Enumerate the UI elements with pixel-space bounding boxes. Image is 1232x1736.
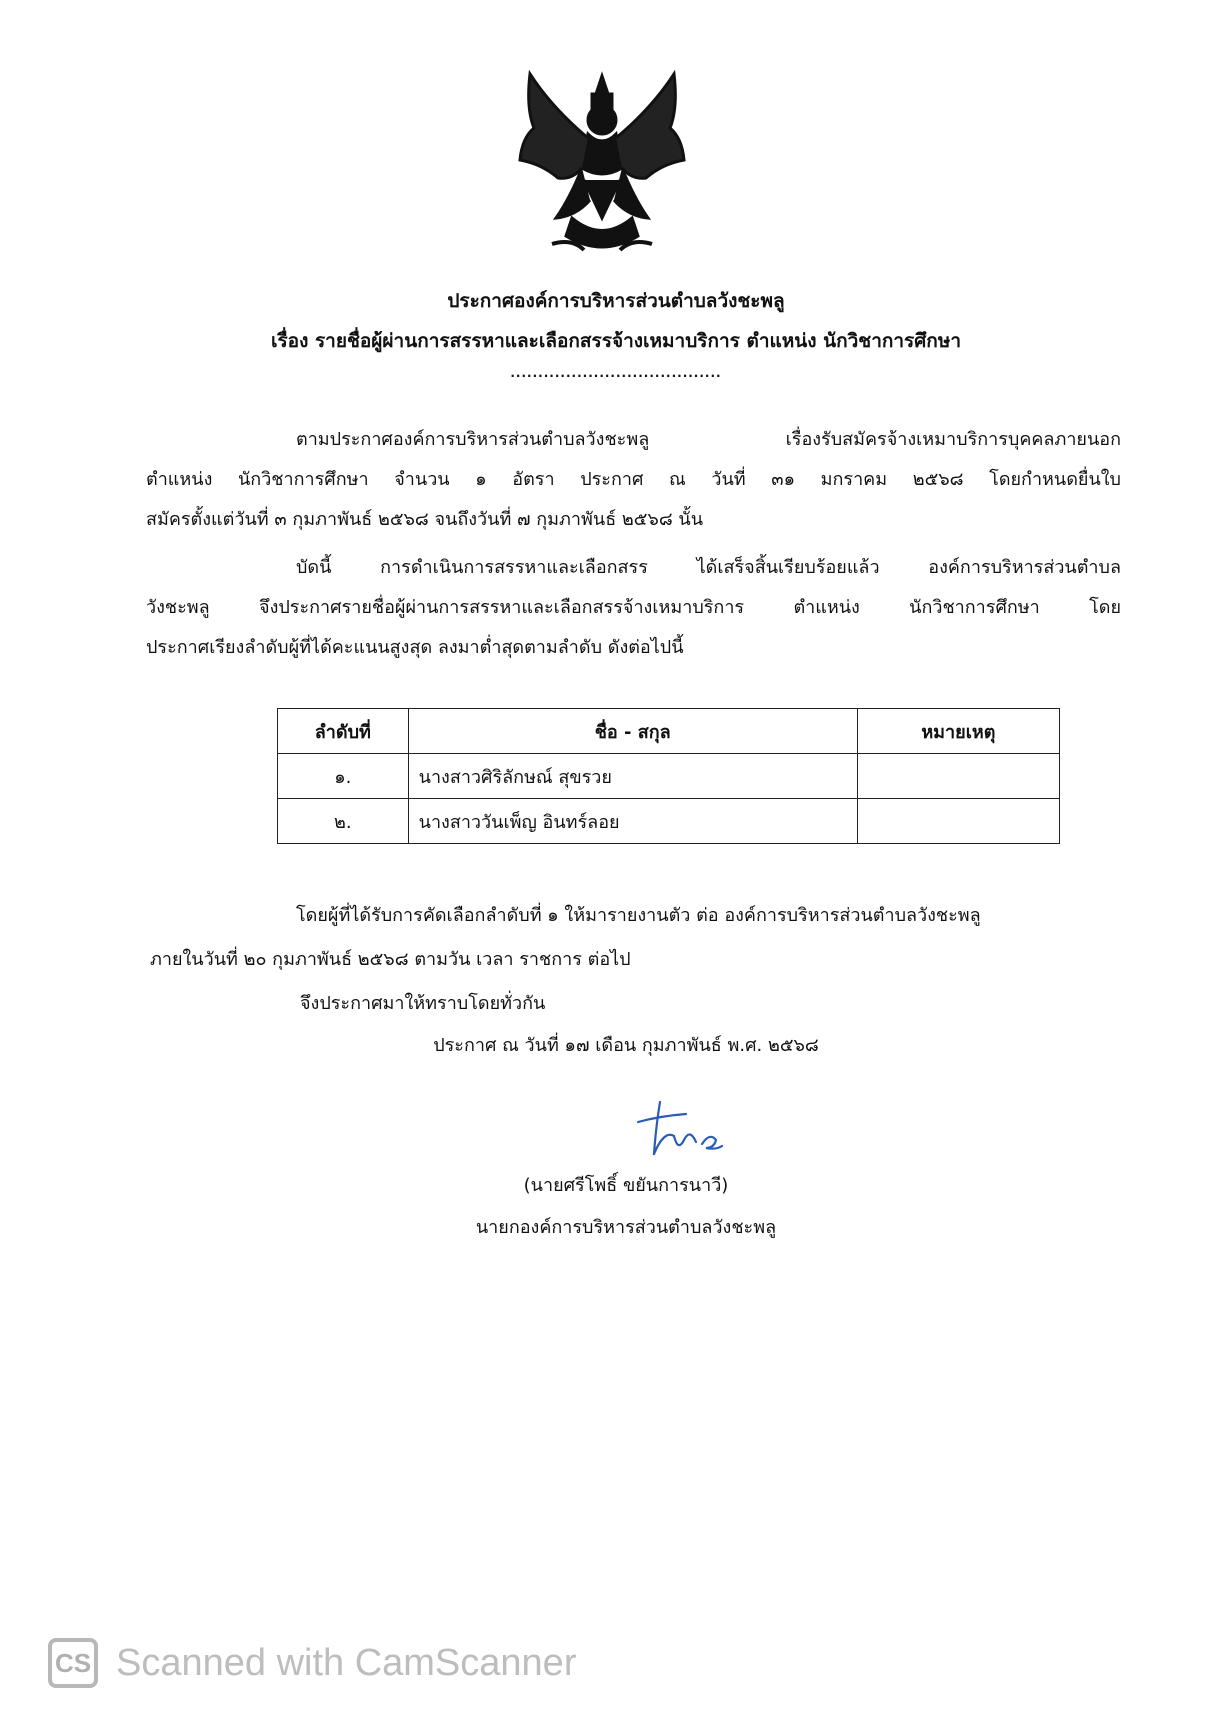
closing-statement: จึงประกาศมาให้ทราบโดยทั่วกัน — [300, 993, 546, 1014]
table-row — [278, 754, 1060, 799]
camscanner-watermark — [48, 1637, 576, 1689]
rank-cell: ๑. — [278, 754, 409, 799]
announcement-subject: เรื่อง รายชื่อผู้ผ่านการสรรหาและเลือกสรรจ้างเหมาบริการ ตำแหน่ง นักวิชาการศึกษา — [270, 330, 962, 352]
signer-name: (นายศรีโพธิ์ ขยันการนาวี) — [523, 1175, 729, 1196]
table-header-row — [278, 709, 1060, 754]
signer-title: นายกองค์การบริหารส่วนตำบลวังชะพลู — [475, 1217, 777, 1238]
column-header-rank: ลำดับที่ — [278, 709, 409, 754]
announcement-title: ประกาศองค์การบริหารส่วนตำบลวังชะพลู — [447, 290, 785, 312]
column-header-name: ชื่อ - สกุล — [408, 709, 857, 754]
column-header-note: หมายเหตุ — [857, 709, 1059, 754]
watermark-text: Scanned with CamScanner — [116, 1641, 577, 1684]
paragraph-line: ประกาศเรียงลำดับผู้ที่ได้คะแนนสูงสุด ลงมาต่ำสุดตามลำดับ ดังต่อไปนี้ — [146, 637, 684, 658]
paragraph-result — [146, 548, 1121, 668]
rank-cell: ๒. — [278, 799, 409, 844]
candidate-table — [277, 708, 1060, 844]
announcement-date: ประกาศ ณ วันที่ ๑๗ เดือน กุมภาพันธ์ พ.ศ. ๒๕๖๘ — [433, 1035, 819, 1056]
signature-icon — [630, 1096, 730, 1168]
paragraph-line: วังชะพลู จึงประกาศรายชื่อผู้ผ่านการสรรหาและเลือกสรรจ้างเหมาบริการ ตำแหน่ง นักวิชาการศึกษา โดย — [146, 597, 1121, 618]
note-cell — [857, 799, 1059, 844]
camscanner-logo-icon: CS — [48, 1638, 98, 1688]
paragraph-line: ภายในวันที่ ๒๐ กุมภาพันธ์ ๒๕๖๘ ตามวัน เวลา ราชการ ต่อไป — [150, 949, 631, 970]
note-cell — [857, 754, 1059, 799]
garuda-emblem-icon — [512, 68, 692, 263]
name-cell: นางสาววันเพ็ญ อินทร์ลอย — [408, 799, 857, 844]
paragraph-line: ตำแหน่ง นักวิชาการศึกษา จำนวน ๑ อัตรา ประกาศ ณ วันที่ ๓๑ มกราคม ๒๕๖๘ โดยกำหนดยื่นใบ — [146, 469, 1121, 490]
paragraph-line: สมัครตั้งแต่วันที่ ๓ กุมภาพันธ์ ๒๕๖๘ จนถึงวันที่ ๗ กุมภาพันธ์ ๒๕๖๘ นั้น — [146, 509, 704, 530]
paragraph-line: ตามประกาศองค์การบริหารส่วนตำบลวังชะพลู เรื่องรับสมัครจ้างเหมาบริการบุคคลภายนอก — [296, 429, 1121, 450]
table-row — [278, 799, 1060, 844]
title-separator: ...................................... — [510, 366, 722, 380]
paragraph-line: บัดนี้ การดำเนินการสรรหาและเลือกสรร ได้เสร็จสิ้นเรียบร้อยแล้ว องค์การบริหารส่วนตำบล — [296, 557, 1121, 578]
paragraph-line: โดยผู้ที่ได้รับการคัดเลือกลำดับที่ ๑ ให้มารายงานตัว ต่อ องค์การบริหารส่วนตำบลวังชะพลู — [296, 905, 981, 926]
name-cell: นางสาวศิริลักษณ์ สุขรวย — [408, 754, 857, 799]
paragraph-report — [150, 894, 1090, 982]
paragraph-reference — [146, 420, 1121, 540]
